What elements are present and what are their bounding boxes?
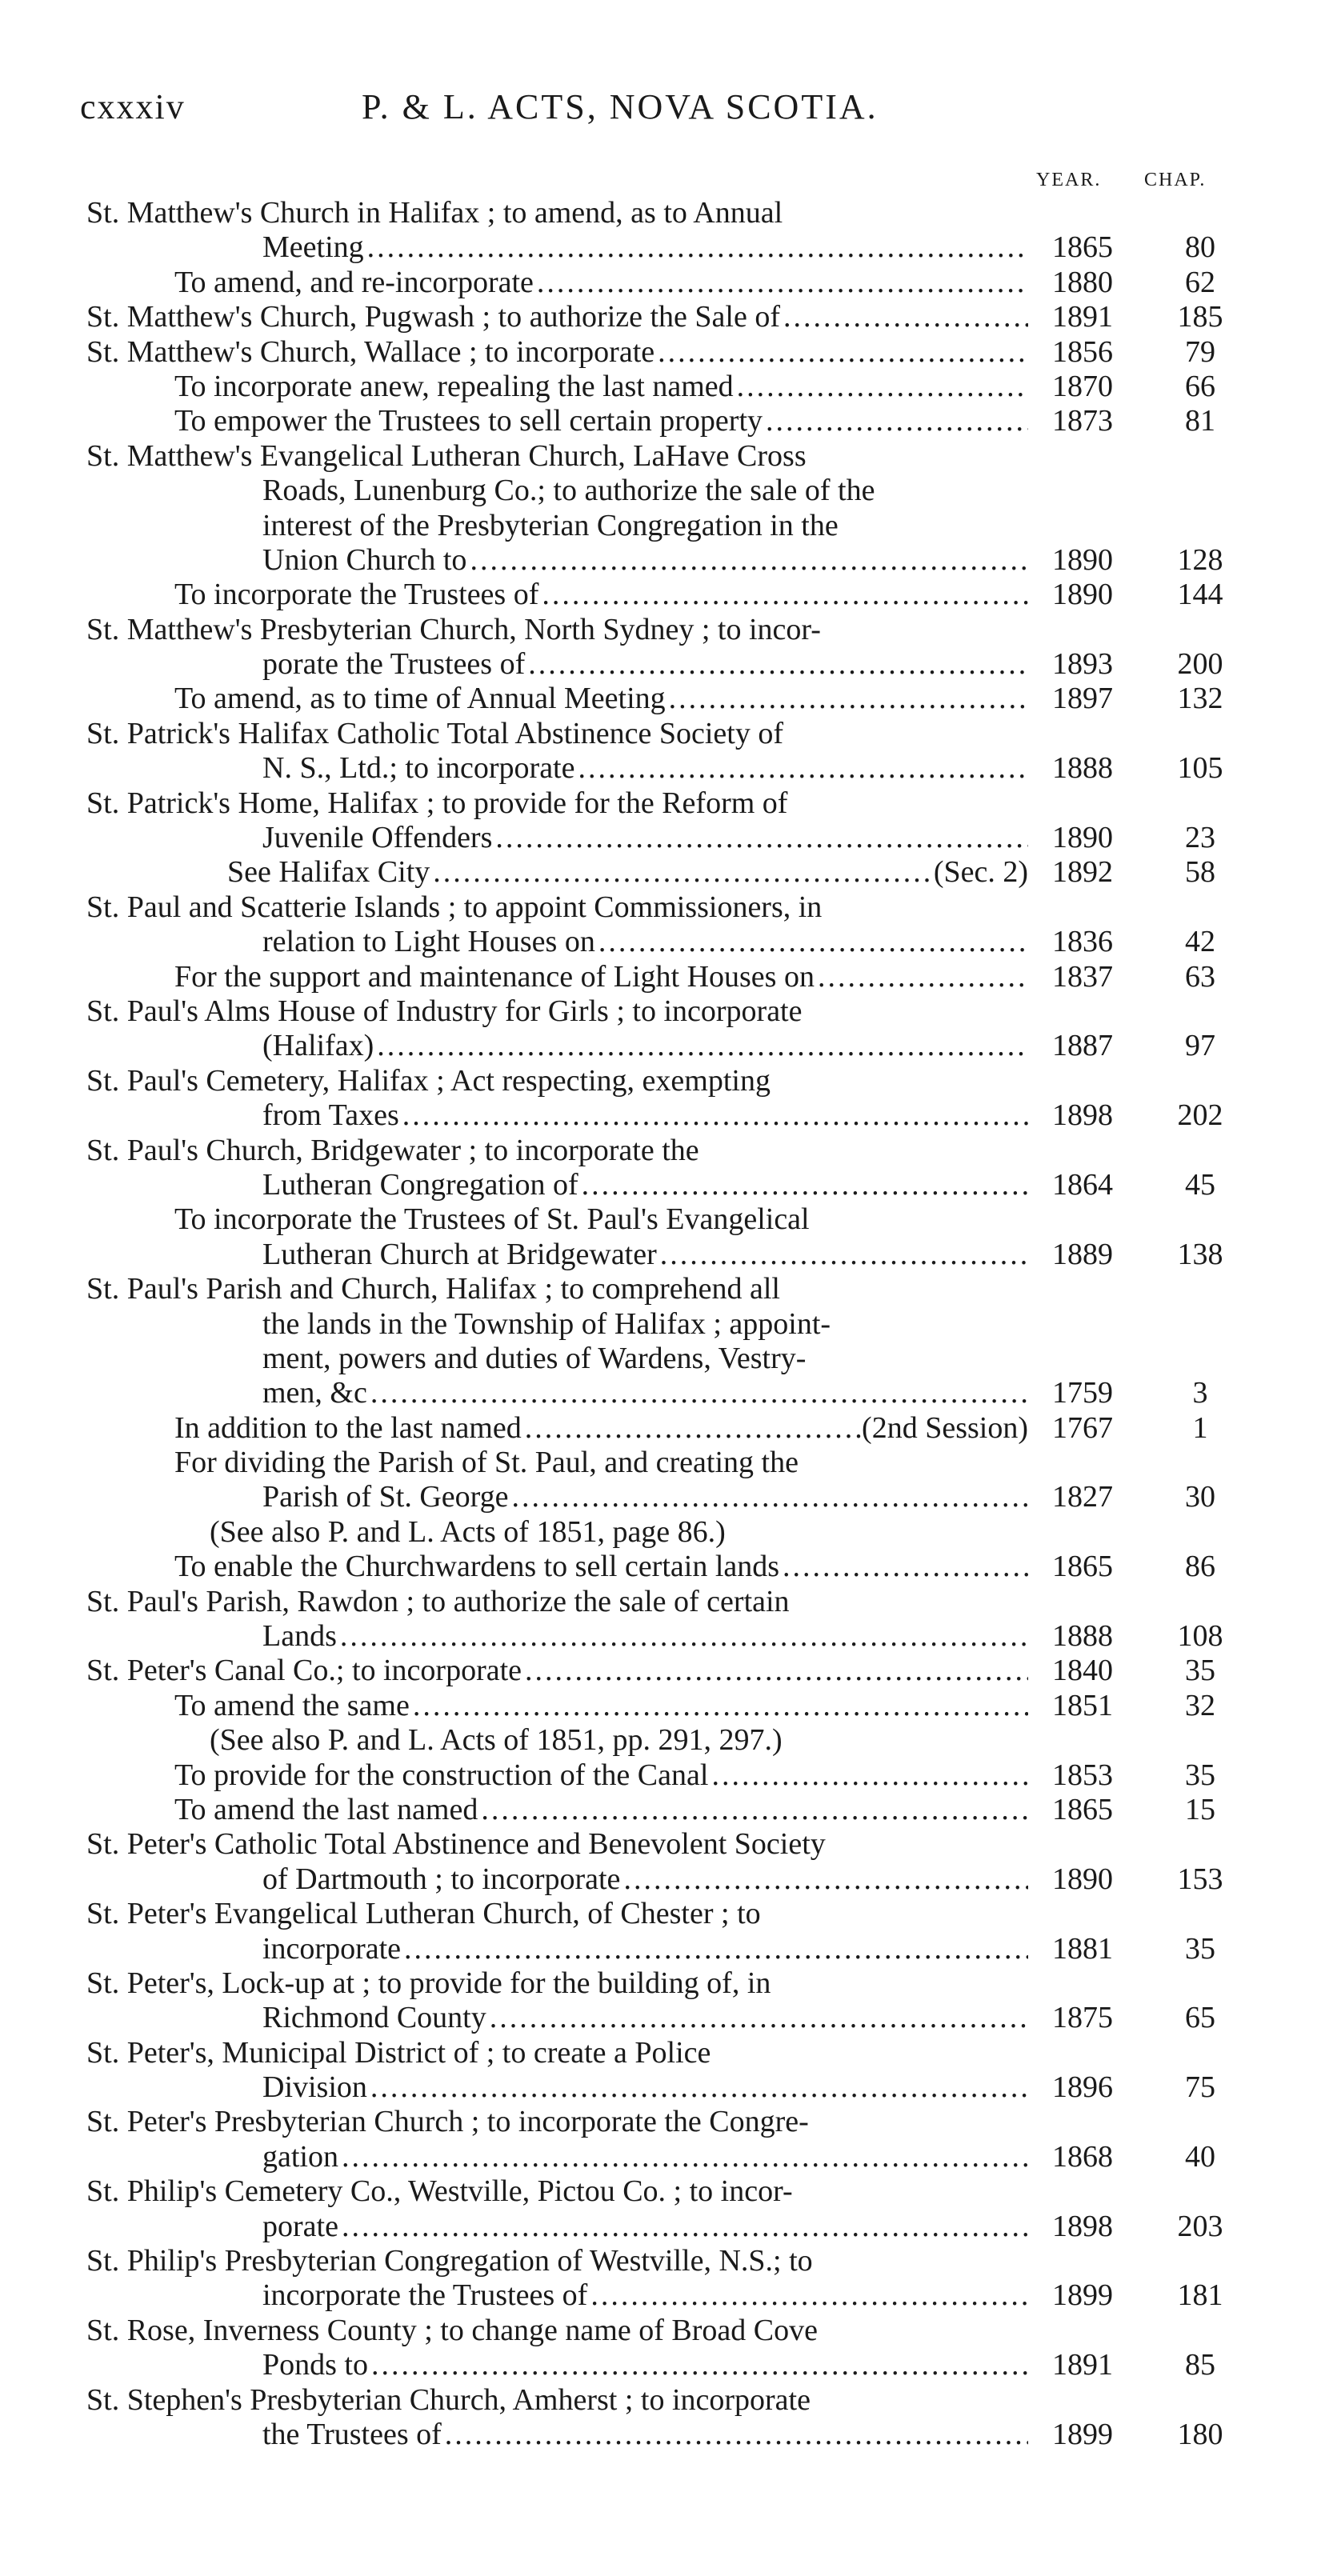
entry-year: 1840 <box>1052 1654 1113 1688</box>
dot-leader <box>708 1758 1028 1793</box>
entry-year: 1890 <box>1052 578 1113 612</box>
entry-year: 1864 <box>1052 1167 1113 1202</box>
entry-chapter: 35 <box>1185 1758 1215 1792</box>
entry-text: St. Patrick's Home, Halifax ; to provide for the Reform of <box>86 786 788 820</box>
entry-chapter: 85 <box>1185 2348 1215 2382</box>
entry-chapter: 15 <box>1185 1792 1215 1826</box>
index-entry <box>0 994 1337 1064</box>
entry-text: St. Peter's Canal Co.; to incorporate <box>86 1654 522 1688</box>
dot-leader <box>779 1550 1028 1584</box>
entry-text: St. Paul's Cemetery, Halifax ; Act respecting, exempting <box>86 1063 771 1098</box>
running-title: P. & L. ACTS, NOVA SCOTIA. <box>362 87 879 126</box>
dot-leader <box>763 404 1028 438</box>
entry-year: 1887 <box>1052 1029 1113 1063</box>
dot-leader <box>525 647 1028 682</box>
entry-line <box>0 439 1337 474</box>
entry-text: Meeting <box>262 230 364 265</box>
entry-year: 1856 <box>1052 334 1113 369</box>
entry-text: (See also P. and L. Acts of 1851, pp. 291, 297.) <box>210 1723 783 1758</box>
entry-line <box>0 2105 1337 2139</box>
dot-leader <box>534 266 1028 300</box>
entry-line <box>0 1307 1337 1342</box>
dot-leader <box>410 1689 1028 1723</box>
entry-text: the Trustees of <box>262 2418 442 2451</box>
index-entry <box>0 890 1337 960</box>
entry-year: 1881 <box>1052 1931 1113 1966</box>
entry-text: St. Philip's Presbyterian Congregation of Westville, N.S.; to <box>86 2244 813 2278</box>
dot-leader <box>620 1862 1028 1897</box>
entry-text: relation to Light Houses on <box>262 925 595 959</box>
entry-year: 1888 <box>1052 751 1113 786</box>
entry-line <box>0 1029 1337 1063</box>
index-entry <box>0 1654 1337 1688</box>
index-entries <box>0 196 1337 2452</box>
entry-chapter: 65 <box>1185 2001 1215 2035</box>
entry-text: To provide for the construction of the Canal <box>174 1758 709 1792</box>
entry-text: To empower the Trustees to sell certain property <box>174 404 763 438</box>
entry-chapter: 30 <box>1185 1480 1215 1514</box>
entry-text: Ponds to <box>262 2348 368 2382</box>
entry-text: men, &c <box>262 1376 367 1410</box>
entry-chapter: 45 <box>1185 1167 1215 1202</box>
entry-text: Parish of St. George <box>262 1480 509 1514</box>
entry-text: To incorporate the Trustees of <box>174 578 539 612</box>
entry-chapter: 32 <box>1185 1688 1215 1722</box>
entry-line <box>0 1550 1337 1584</box>
entry-chapter: 144 <box>1177 578 1223 612</box>
entry-line <box>0 1585 1337 1619</box>
entry-year: 1873 <box>1052 404 1113 438</box>
entry-chapter: 35 <box>1185 1654 1215 1688</box>
entry-year: 1891 <box>1052 300 1113 334</box>
dot-leader <box>364 230 1028 265</box>
entry-text: gation <box>262 2139 338 2174</box>
entry-line <box>0 1966 1337 2001</box>
entry-chapter: 58 <box>1185 855 1215 890</box>
entry-line <box>0 1064 1337 1098</box>
entry-text: ment, powers and duties of Wardens, Vestry- <box>262 1341 807 1375</box>
index-entry <box>0 855 1337 890</box>
entry-line <box>0 647 1337 682</box>
entry-text: See Halifax City <box>227 855 430 890</box>
index-entry <box>0 1897 1337 1966</box>
entry-line <box>0 1862 1337 1897</box>
entry-text: Richmond County <box>262 2001 486 2035</box>
entry-line <box>0 751 1337 786</box>
entry-line <box>0 2070 1337 2105</box>
entry-line <box>0 2036 1337 2070</box>
entry-line <box>0 2314 1337 2348</box>
dot-leader <box>657 1238 1028 1272</box>
entry-text: St. Peter's Catholic Total Abstinence and Benevolent Society <box>86 1827 826 1862</box>
entry-chapter: 42 <box>1185 925 1215 959</box>
dot-leader <box>399 1098 1028 1133</box>
entry-line <box>0 2383 1337 2418</box>
dot-leader <box>522 1411 862 1446</box>
entry-year: 1889 <box>1052 1237 1113 1271</box>
entry-line <box>0 1342 1337 1376</box>
entry-line <box>0 717 1337 751</box>
dot-leader <box>654 335 1028 370</box>
index-entry <box>0 404 1337 438</box>
entry-line <box>0 1272 1337 1306</box>
dot-leader <box>367 1376 1028 1410</box>
index-entry <box>0 960 1337 994</box>
entry-line <box>0 1793 1337 1827</box>
dot-leader <box>538 578 1028 612</box>
entry-line <box>0 1446 1337 1480</box>
index-entry <box>0 1550 1337 1584</box>
entry-text: Lutheran Church at Bridgewater <box>262 1237 657 1271</box>
section-note: (2nd Session) <box>862 1410 1028 1445</box>
dot-leader <box>509 1480 1029 1514</box>
entry-chapter: 40 <box>1185 2139 1215 2174</box>
entry-line <box>0 404 1337 438</box>
index-entry <box>0 1793 1337 1827</box>
entry-text: of Dartmouth ; to incorporate <box>262 1862 621 1896</box>
entry-line <box>0 2174 1337 2209</box>
year-column-header: YEAR. <box>1036 170 1102 190</box>
entry-text: St. Philip's Cemetery Co., Westville, Pictou Co. ; to incor- <box>86 2174 793 2209</box>
entry-text: To incorporate anew, repealing the last named <box>174 369 734 403</box>
entry-line <box>0 890 1337 925</box>
entry-line <box>0 1619 1337 1654</box>
entry-text: the lands in the Township of Halifax ; appoint- <box>262 1306 831 1341</box>
entry-chapter: 180 <box>1177 2418 1223 2451</box>
entry-text: porate <box>262 2209 338 2243</box>
entry-text: Lands <box>262 1619 337 1654</box>
index-entry <box>0 1202 1337 1272</box>
entry-line <box>0 786 1337 821</box>
entry-line <box>0 230 1337 265</box>
index-entry <box>0 196 1337 266</box>
index-entry <box>0 1515 1337 1550</box>
entry-text: (See also P. and L. Acts of 1851, page 86.) <box>210 1514 726 1549</box>
dot-leader <box>734 370 1028 404</box>
entry-text: incorporate <box>262 1931 402 1966</box>
entry-year: 1898 <box>1052 1098 1113 1133</box>
dot-leader <box>666 682 1028 716</box>
entry-line <box>0 1238 1337 1272</box>
entry-chapter: 185 <box>1177 300 1223 334</box>
entry-line <box>0 1654 1337 1688</box>
dot-leader <box>367 2070 1028 2105</box>
entry-text: St. Matthew's Church, Pugwash ; to authorize the Sale of <box>86 300 780 334</box>
section-note: (Sec. 2) <box>933 855 1028 890</box>
dot-leader <box>574 751 1028 786</box>
entry-text: St. Peter's, Lock-up at ; to provide for the building of, in <box>86 1966 771 2000</box>
entry-line <box>0 1827 1337 1862</box>
entry-chapter: 66 <box>1185 369 1215 403</box>
entry-chapter: 75 <box>1185 2070 1215 2105</box>
entry-year: 1767 <box>1052 1410 1113 1445</box>
entry-year: 1865 <box>1052 1550 1113 1584</box>
index-entry <box>0 1689 1337 1723</box>
entry-line <box>0 543 1337 578</box>
index-entry <box>0 370 1337 404</box>
index-entry <box>0 578 1337 612</box>
entry-line <box>0 2278 1337 2313</box>
entry-chapter: 203 <box>1177 2209 1223 2243</box>
entry-text: N. S., Ltd.; to incorporate <box>262 751 575 786</box>
entry-chapter: 86 <box>1185 1550 1215 1584</box>
index-entry <box>0 2036 1337 2106</box>
entry-year: 1851 <box>1052 1688 1113 1722</box>
entry-text: To amend, as to time of Annual Meeting <box>174 682 666 716</box>
index-entry <box>0 300 1337 334</box>
entry-line <box>0 960 1337 994</box>
entry-line <box>0 335 1337 370</box>
entry-text: St. Peter's Presbyterian Church ; to incorporate the Congre- <box>86 2105 809 2139</box>
entry-year: 1890 <box>1052 821 1113 855</box>
entry-text: St. Stephen's Presbyterian Church, Amherst ; to incorporate <box>86 2382 811 2417</box>
entry-line <box>0 2418 1337 2452</box>
entry-chapter: 3 <box>1192 1376 1208 1410</box>
entry-year: 1865 <box>1052 1792 1113 1826</box>
entry-text: To enable the Churchwardens to sell certain lands <box>174 1550 780 1584</box>
entry-text: incorporate the Trustees of <box>262 2278 588 2313</box>
entry-chapter: 202 <box>1177 1098 1223 1133</box>
entry-chapter: 79 <box>1185 334 1215 369</box>
entry-text: St. Matthew's Church, Wallace ; to incorporate <box>86 334 655 369</box>
entry-chapter: 97 <box>1185 1029 1215 1063</box>
entry-line <box>0 370 1337 404</box>
entry-line <box>0 196 1337 230</box>
entry-text: Roads, Lunenburg Co.; to authorize the sale of the <box>262 474 875 508</box>
page-number: cxxxiv <box>80 87 186 126</box>
index-entry <box>0 1966 1337 2036</box>
entry-year: 1896 <box>1052 2070 1113 2105</box>
index-entry <box>0 2383 1337 2453</box>
dot-leader <box>486 2001 1028 2035</box>
entry-year: 1898 <box>1052 2209 1113 2243</box>
dot-leader <box>374 1029 1028 1063</box>
entry-text: Division <box>262 2070 367 2105</box>
entry-line <box>0 925 1337 959</box>
index-entry <box>0 1411 1337 1446</box>
entry-line <box>0 1098 1337 1133</box>
entry-chapter: 62 <box>1185 265 1215 299</box>
dot-leader <box>401 1932 1028 1966</box>
entry-text: To amend the last named <box>174 1792 478 1826</box>
dot-leader <box>815 960 1028 994</box>
entry-year: 1891 <box>1052 2348 1113 2382</box>
entry-line <box>0 1758 1337 1793</box>
index-entry <box>0 1272 1337 1411</box>
entry-line <box>0 1723 1337 1758</box>
entry-line <box>0 1134 1337 1168</box>
entry-text: St. Peter's, Municipal District of ; to create a Police <box>86 2035 711 2070</box>
entry-chapter: 80 <box>1185 230 1215 265</box>
entry-chapter: 128 <box>1177 542 1223 577</box>
entry-line <box>0 509 1337 543</box>
entry-line <box>0 578 1337 612</box>
entry-text: St. Rose, Inverness County ; to change name of Broad Cove <box>86 2313 818 2347</box>
entry-chapter: 200 <box>1177 647 1223 682</box>
index-entry <box>0 1585 1337 1654</box>
entry-chapter: 81 <box>1185 404 1215 438</box>
index-entry <box>0 1446 1337 1515</box>
dot-leader <box>338 2210 1028 2244</box>
index-entry <box>0 335 1337 370</box>
index-entry <box>0 1064 1337 1134</box>
index-entry <box>0 2244 1337 2314</box>
entry-text: In addition to the last named <box>174 1410 522 1445</box>
entry-year: 1827 <box>1052 1480 1113 1514</box>
entry-text: from Taxes <box>262 1098 399 1133</box>
entry-text: interest of the Presbyterian Congregation in the <box>262 508 839 542</box>
entry-chapter: 1 <box>1192 1410 1208 1445</box>
entry-year: 1880 <box>1052 265 1113 299</box>
chapter-column-header: CHAP. <box>1144 170 1207 190</box>
entry-line <box>0 1897 1337 1931</box>
entry-text: To incorporate the Trustees of St. Paul's Evangelical <box>174 1202 810 1237</box>
entry-year: 1897 <box>1052 682 1113 716</box>
entry-text: For the support and maintenance of Light Houses on <box>174 959 815 994</box>
entry-text: St. Paul and Scatterie Islands ; to appoint Commissioners, in <box>86 890 823 924</box>
index-entry <box>0 682 1337 716</box>
dot-leader <box>466 543 1028 578</box>
entry-year: 1888 <box>1052 1619 1113 1654</box>
entry-year: 1899 <box>1052 2418 1113 2451</box>
dot-leader <box>780 300 1028 334</box>
entry-line <box>0 1202 1337 1237</box>
entry-text: Union Church to <box>262 542 467 577</box>
dot-leader <box>368 2348 1028 2382</box>
entry-year: 1890 <box>1052 542 1113 577</box>
entry-year: 1899 <box>1052 2278 1113 2313</box>
entry-year: 1890 <box>1052 1862 1113 1896</box>
entry-year: 1759 <box>1052 1376 1113 1410</box>
entry-chapter: 108 <box>1177 1619 1223 1654</box>
entry-text: St. Matthew's Presbyterian Church, North Sydney ; to incor- <box>86 612 821 646</box>
dot-leader <box>478 1793 1028 1827</box>
entry-text: To amend the same <box>174 1688 410 1722</box>
entry-line <box>0 2140 1337 2174</box>
entry-text: St. Patrick's Halifax Catholic Total Abstinence Society of <box>86 716 783 750</box>
entry-line <box>0 1168 1337 1202</box>
index-entry <box>0 613 1337 682</box>
entry-year: 1836 <box>1052 925 1113 959</box>
dot-leader <box>442 2418 1028 2452</box>
entry-chapter: 181 <box>1177 2278 1223 2313</box>
entry-line <box>0 2244 1337 2278</box>
entry-line <box>0 474 1337 508</box>
index-entry <box>0 1758 1337 1793</box>
index-entry <box>0 1827 1337 1897</box>
dot-leader <box>522 1654 1028 1688</box>
dot-leader <box>595 925 1028 959</box>
entry-year: 1865 <box>1052 230 1113 265</box>
entry-text: St. Paul's Alms House of Industry for Girls ; to incorporate <box>86 994 803 1028</box>
entry-line <box>0 2348 1337 2382</box>
index-entry <box>0 2314 1337 2383</box>
index-entry <box>0 786 1337 856</box>
dot-leader <box>430 855 934 890</box>
entry-line <box>0 2210 1337 2244</box>
entry-year: 1868 <box>1052 2139 1113 2174</box>
entry-text: Juvenile Offenders <box>262 821 493 855</box>
entry-line <box>0 1376 1337 1410</box>
entry-text: St. Matthew's Church in Halifax ; to amend, as to Annual <box>86 196 783 230</box>
entry-chapter: 63 <box>1185 959 1215 994</box>
entry-year: 1893 <box>1052 647 1113 682</box>
entry-chapter: 132 <box>1177 682 1223 716</box>
entry-text: For dividing the Parish of St. Paul, and creating the <box>174 1446 799 1480</box>
entry-year: 1870 <box>1052 369 1113 403</box>
entry-line <box>0 994 1337 1029</box>
entry-line <box>0 1689 1337 1723</box>
entry-line <box>0 1480 1337 1514</box>
entry-line <box>0 855 1337 890</box>
entry-line <box>0 613 1337 647</box>
entry-chapter: 153 <box>1177 1862 1223 1896</box>
entry-chapter: 35 <box>1185 1931 1215 1966</box>
index-entry <box>0 2174 1337 2244</box>
entry-chapter: 138 <box>1177 1237 1223 1271</box>
index-entry <box>0 2105 1337 2174</box>
entry-chapter: 105 <box>1177 751 1223 786</box>
entry-text: Lutheran Congregation of <box>262 1167 578 1202</box>
index-entry <box>0 1723 1337 1758</box>
entry-line <box>0 266 1337 300</box>
entry-text: St. Paul's Church, Bridgewater ; to incorporate the <box>86 1133 699 1167</box>
entry-text: St. Matthew's Evangelical Lutheran Church, LaHave Cross <box>86 438 807 473</box>
entry-text: St. Paul's Parish and Church, Halifax ; to comprehend all <box>86 1272 780 1306</box>
entry-year: 1837 <box>1052 959 1113 994</box>
entry-line <box>0 1515 1337 1550</box>
dot-leader <box>578 1168 1028 1202</box>
dot-leader <box>337 1619 1028 1654</box>
entry-year: 1892 <box>1052 855 1113 890</box>
index-entry <box>0 439 1337 578</box>
dot-leader <box>587 2278 1028 2313</box>
entry-text: (Halifax) <box>262 1029 374 1063</box>
index-entry <box>0 266 1337 300</box>
entry-year: 1853 <box>1052 1758 1113 1792</box>
dot-leader <box>492 821 1028 855</box>
index-entry <box>0 717 1337 786</box>
entry-line <box>0 1932 1337 1966</box>
entry-text: To amend, and re-incorporate <box>174 265 534 299</box>
entry-line <box>0 300 1337 334</box>
entry-line <box>0 682 1337 716</box>
entry-text: St. Peter's Evangelical Lutheran Church, of Chester ; to <box>86 1897 761 1931</box>
dot-leader <box>338 2140 1028 2174</box>
entry-chapter: 23 <box>1185 821 1215 855</box>
entry-text: St. Paul's Parish, Rawdon ; to authorize the sale of certain <box>86 1584 790 1618</box>
entry-year: 1875 <box>1052 2001 1113 2035</box>
index-entry <box>0 1134 1337 1203</box>
entry-line <box>0 2001 1337 2035</box>
entry-line <box>0 821 1337 855</box>
entry-line <box>0 1411 1337 1446</box>
entry-text: porate the Trustees of <box>262 647 526 682</box>
